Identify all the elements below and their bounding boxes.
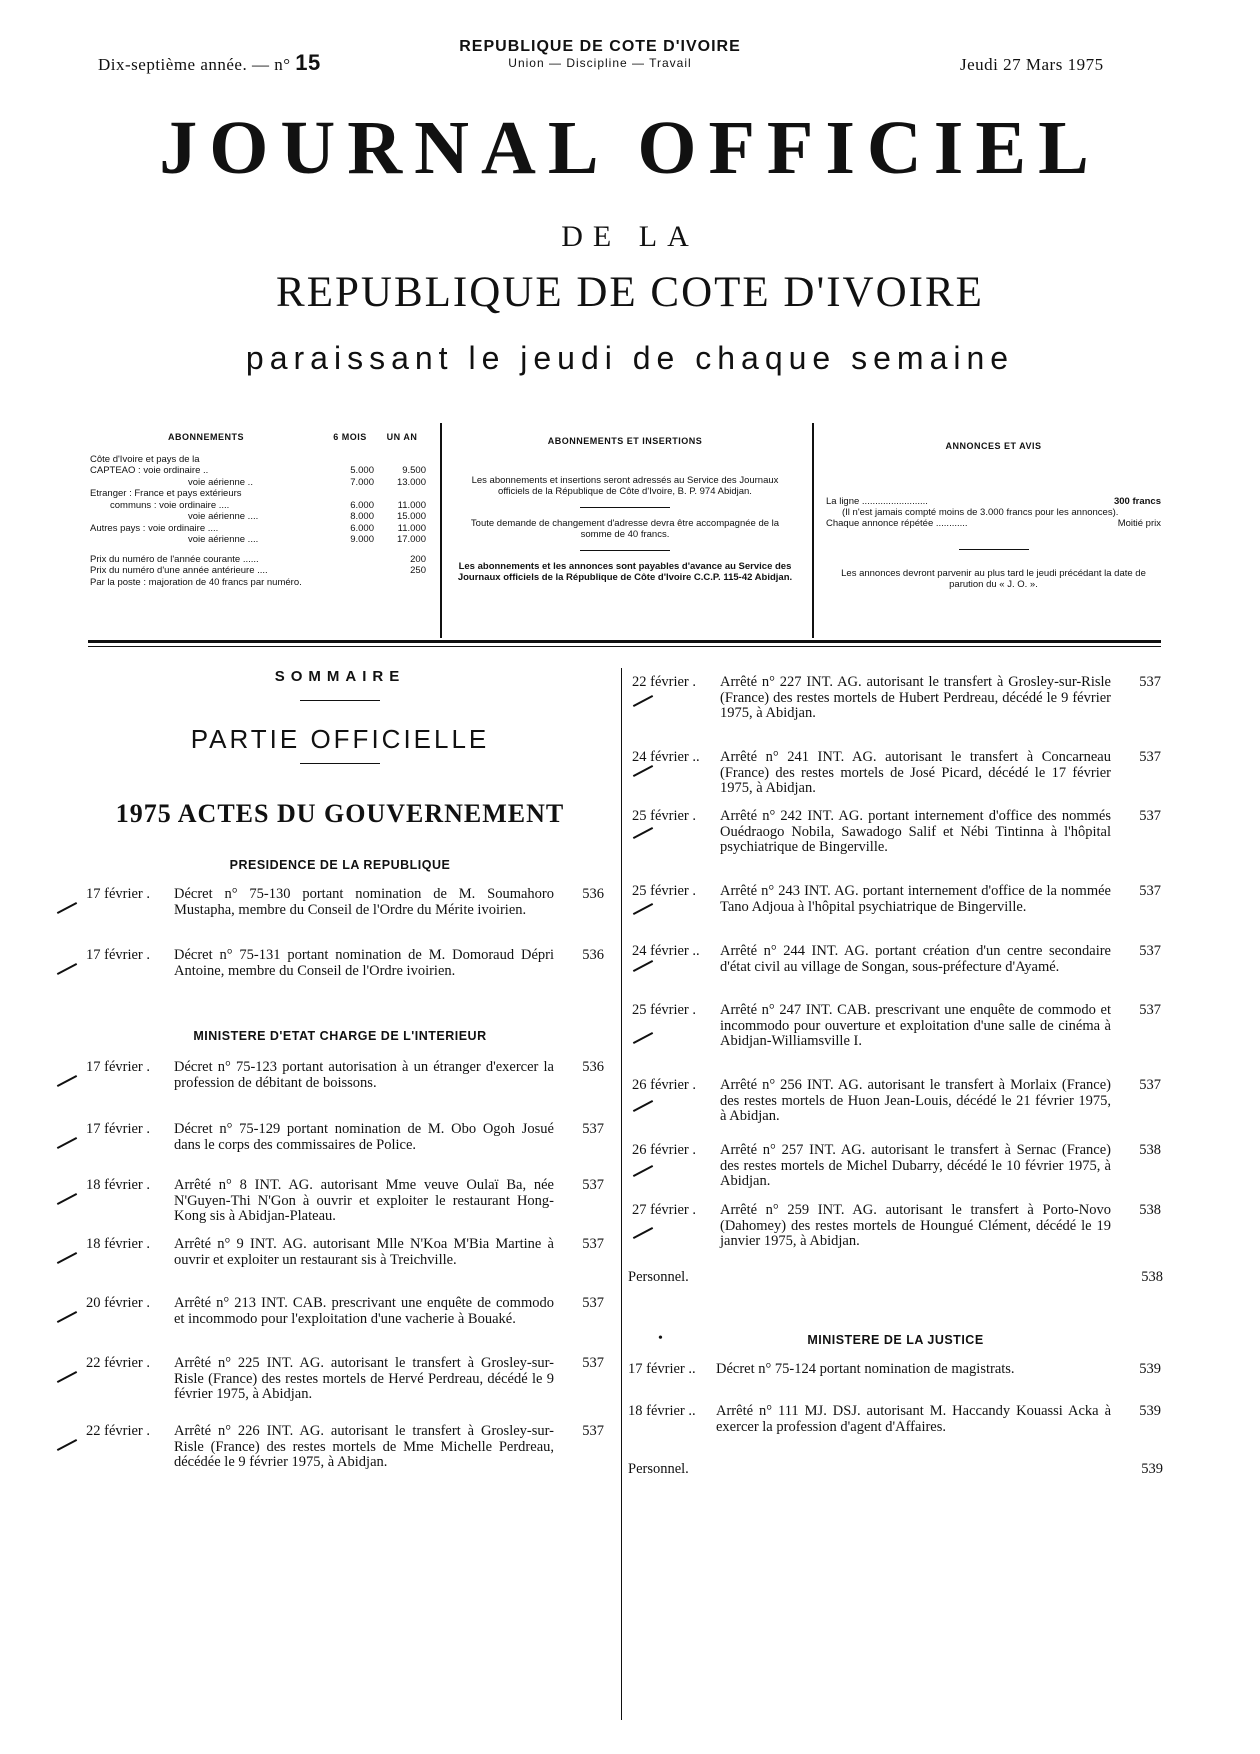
summary-entry <box>628 1404 1163 1464</box>
announcements-rule <box>959 549 1029 550</box>
insertions-box <box>455 436 795 583</box>
entry-date: 22 février . <box>86 1355 151 1371</box>
entry-title: Décret n° 75-124 portant nomination de magistrats. <box>716 1361 1015 1377</box>
entry-title: Arrêté n° 227 INT. AG. autorisant le transfert à Grosley-sur-Risle (France) des restes mortels de Hubert Perdreau, décédé le 9 février 1975, à Abidjan. <box>720 674 1111 721</box>
entry-title: Arrêté n° 259 INT. AG. autorisant le transfert à Porto-Novo (Dahomey) des restes mortels de Houngué Clément, décédé le 19 janvier 1975, à Abidjan. <box>720 1202 1111 1249</box>
summary-entry <box>632 884 1163 944</box>
check-mark <box>57 1311 77 1323</box>
entry-title: Arrêté n° 226 INT. AG. autorisant le transfert à Grosley-sur-Risle (France) des restes mortels de Mme Michelle Perdreau, décédée le 9 février 1975, à Abidjan. <box>174 1423 554 1470</box>
page-ref: 537 <box>582 1236 604 1252</box>
subscription-row: Autres pays : voie ordinaire .... 6.000 11.000 <box>90 522 426 534</box>
line-price-note: (Il n'est jamais compté moins de 3.000 francs pour les annonces). <box>842 507 1119 518</box>
entry-date: 18 février . <box>86 1177 151 1193</box>
summary-entry <box>86 1060 606 1120</box>
insertions-rule <box>580 507 670 508</box>
entry-title: Décret n° 75-123 portant autorisation à un étranger d'exercer la profession de débitant de boissons. <box>174 1059 554 1091</box>
check-mark <box>57 1252 77 1264</box>
entry-date: 17 février . <box>86 886 151 902</box>
line-price-value: 300 francs <box>1113 496 1161 507</box>
entry-date: 25 février . <box>632 883 697 899</box>
masthead-de-la: DE LA <box>561 220 699 253</box>
summary-entry <box>632 1203 1163 1263</box>
entry-title: Décret n° 75-130 portant nomination de M. Soumahoro Mustapha, membre du Conseil de l'Ordre du Mérite ivoirien. <box>174 886 554 918</box>
price-row: Prix du numéro d'une année antérieure .... 250 <box>90 565 426 576</box>
entry-date: 25 février . <box>632 808 697 824</box>
entry-title: Arrêté n° 213 INT. CAB. prescrivant une enquête de commodo et incommodo pour l'exploitation d'une vacherie à Bouaké. <box>174 1295 554 1327</box>
summary-entry <box>632 1078 1163 1138</box>
entry-date: 17 février . <box>86 947 151 963</box>
page-ref: 537 <box>1139 749 1161 765</box>
page-ref: 536 <box>582 886 604 902</box>
page-ref: 537 <box>582 1177 604 1193</box>
page-ref: 537 <box>582 1423 604 1439</box>
subscription-row: voie aérienne .... 8.000 15.000 <box>188 511 426 522</box>
price-row: Prix du numéro de l'année courante ...... 200 <box>90 553 426 565</box>
header-republic-title: REPUBLIQUE DE COTE D'IVOIRE <box>459 38 741 55</box>
insertions-heading: ABONNEMENTS ET INSERTIONS <box>547 436 703 446</box>
insertions-payment: Les abonnements et les annonces sont payables d'avance au Service des Journaux officiels de la République de Côte d'Ivoire C.C.P. 115-42 Abidjan. <box>457 561 793 583</box>
check-mark <box>57 1137 77 1149</box>
announcements-box <box>826 441 1161 590</box>
insertions-change-address: Toute demande de changement d'adresse devra être accompagnée de la somme de 40 francs. <box>470 518 780 540</box>
entry-title: Décret n° 75-131 portant nomination de M. Domoraud Dépri Antoine, membre du Conseil de l'Ordre ivoirien. <box>174 947 554 979</box>
partie-officielle: PARTIE OFFICIELLE <box>190 724 490 754</box>
entry-title: Arrêté n° 225 INT. AG. autorisant le transfert à Grosley-sur-Risle (France) des restes mortels de Hervé Perdreau, décédé le 9 février 1975, à Abidjan. <box>174 1355 554 1402</box>
page-ref: 537 <box>1139 1002 1161 1018</box>
subscription-row: voie aérienne .. 7.000 13.000 <box>188 476 426 488</box>
check-mark <box>57 902 77 914</box>
summary-entry <box>632 1143 1163 1203</box>
summary-entry <box>632 1003 1163 1063</box>
issue-label: Dix-septième année. — n° <box>98 55 291 74</box>
page-ref: 536 <box>582 1059 604 1075</box>
section-presidence: PRESIDENCE DE LA REPUBLIQUE <box>229 858 451 872</box>
announcements-heading: ANNONCES ET AVIS <box>945 441 1042 451</box>
page-ref: 536 <box>582 947 604 963</box>
entry-date: 24 février .. <box>632 749 700 765</box>
page-ref: 538 <box>1141 1269 1163 1285</box>
entry-title: Arrêté n° 256 INT. AG. autorisant le transfert à Morlaix (France) des restes mortels de Huon Jean-Louis, décédé le 21 février 1975, à Abidjan. <box>720 1077 1111 1124</box>
insertions-rule <box>580 550 670 551</box>
insertions-address: Les abonnements et insertions seront adressés au Service des Journaux officiels de la République de Côte d'Ivoire, B. P. 974 Abidjan. <box>471 475 779 497</box>
repeat-value: Moitié prix <box>1117 518 1161 529</box>
announcements-deadline: Les annonces devront parvenir au plus tard le jeudi précédant la date de parution du « J. O. ». <box>841 568 1146 590</box>
issue-line <box>98 50 321 76</box>
issue-date: Jeudi 27 Mars 1975 <box>960 55 1104 74</box>
section-justice: MINISTERE DE LA JUSTICE <box>807 1333 984 1347</box>
header-republic <box>400 38 800 70</box>
summary-entry <box>86 1178 606 1238</box>
section-interieur: MINISTERE D'ETAT CHARGE DE L'INTERIEUR <box>193 1029 487 1043</box>
entry-title: Arrêté n° 243 INT. AG. portant internement d'office de la nommée Tano Adjoua à l'hôpital psychiatrique de Bingerville. <box>720 883 1111 915</box>
journal-title: JOURNAL OFFICIEL <box>159 106 1101 190</box>
page-ref: 537 <box>1139 808 1161 824</box>
check-mark <box>57 1075 77 1087</box>
page-ref: 537 <box>582 1355 604 1371</box>
entry-date: 22 février . <box>86 1423 151 1439</box>
summary-entry <box>86 1122 606 1182</box>
actes-heading: 1975 ACTES DU GOUVERNEMENT <box>115 799 565 828</box>
page-ref: 537 <box>1139 883 1161 899</box>
info-bottom-rule <box>88 640 1161 643</box>
entry-date: 27 février . <box>632 1202 697 1218</box>
entry-title: Arrêté n° 9 INT. AG. autorisant Mlle N'Koa M'Bia Martine à ouvrir et exploiter un restaurant sis à Treichville. <box>174 1236 554 1268</box>
page-ref: 537 <box>1139 943 1161 959</box>
entry-date: 22 février . <box>632 674 697 690</box>
entry-date: 18 février .. <box>628 1403 696 1419</box>
entry-title: Décret n° 75-129 portant nomination de M. Obo Ogoh Josué dans le corps des commissaires de Police. <box>174 1121 554 1153</box>
page-ref: 539 <box>1139 1361 1161 1377</box>
entry-title: Arrêté n° 247 INT. CAB. prescrivant une enquête de commodo et incommodo pour ouverture et exploitation d'une salle de cinéma à Abidjan-Williamsville I. <box>720 1002 1111 1049</box>
entry-date: 18 février . <box>86 1236 151 1252</box>
page-ref: 537 <box>582 1121 604 1137</box>
entry-title: Arrêté n° 241 INT. AG. autorisant le transfert à Concarneau (France) des restes mortels de José Picard, décédé le 17 février 1975, à Abidjan. <box>720 749 1111 796</box>
box-divider-2 <box>812 423 814 638</box>
summary-entry <box>86 948 606 1008</box>
info-bottom-rule-thin <box>88 646 1161 647</box>
entry-title: Arrêté n° 8 INT. AG. autorisant Mme veuve Oulaï Ba, née N'Guyen-Thi N'Gon à ouvrir et exploiter le restaurant Hong-Kong sis à Abidjan-Plateau. <box>174 1177 554 1224</box>
entry-date: 25 février . <box>632 1002 697 1018</box>
entry-title: Arrêté n° 242 INT. AG. portant internement d'office des nommés Ouédraogo Nobila, Sawadogo Salif et Nébi Tintinna à l'hôpital psychiatrique de Bingerville. <box>720 808 1111 855</box>
page-ref: 537 <box>1139 674 1161 690</box>
check-mark <box>57 1439 77 1451</box>
subscription-row: CAPTEAO : voie ordinaire .. 5.000 9.500 <box>90 465 426 476</box>
summary-entry <box>632 809 1163 869</box>
masthead-republic: REPUBLIQUE DE COTE D'IVOIRE <box>276 269 984 316</box>
entry-date: 24 février .. <box>632 943 700 959</box>
page-ref: 537 <box>582 1295 604 1311</box>
entry-date: 26 février . <box>632 1142 697 1158</box>
entry-title: Arrêté n° 244 INT. AG. portant création d'un centre secondaire d'état civil au village de Songan, sous-préfecture d'Ayamé. <box>720 943 1111 975</box>
col-unan: UN AN <box>386 432 418 442</box>
subscription-row: voie aérienne .... 9.000 17.000 <box>188 534 426 545</box>
entry-date: 20 février . <box>86 1295 151 1311</box>
summary-entry <box>632 750 1163 810</box>
entry-date: 17 février .. <box>628 1361 696 1377</box>
partie-rule <box>300 763 380 764</box>
col-6mois: 6 MOIS <box>333 432 367 442</box>
personnel-justice: Personnel. 539 <box>628 1461 1163 1477</box>
page-ref: 538 <box>1139 1202 1161 1218</box>
personnel-interieur: Personnel. 538 <box>628 1269 1163 1285</box>
summary-entry <box>86 887 606 947</box>
sommaire-title: SOMMAIRE <box>274 668 406 685</box>
repeat-label: Chaque annonce répétée ............ <box>826 518 968 529</box>
entry-date: 17 février . <box>86 1121 151 1137</box>
box-divider-1 <box>440 423 442 638</box>
check-mark <box>57 1193 77 1205</box>
bullet-mark: • <box>658 1331 663 1346</box>
summary-entry <box>632 675 1163 735</box>
subscription-row: Etranger : France et pays extérieurs <box>90 488 242 499</box>
summary-entry <box>86 1296 606 1356</box>
entry-date: 17 février . <box>86 1059 151 1075</box>
header-motto: Union — Discipline — Travail <box>508 56 692 70</box>
subscription-row: Côte d'Ivoire et pays de la <box>90 453 200 465</box>
column-rule <box>621 668 622 1720</box>
summary-entry <box>86 1237 606 1297</box>
masthead-tagline: paraissant le jeudi de chaque semaine <box>245 340 1015 376</box>
summary-entry <box>86 1424 606 1484</box>
sommaire-rule <box>300 700 380 701</box>
entry-title: Arrêté n° 257 INT. AG. autorisant le transfert à Sernac (France) des restes mortels de Michel Dubarry, décédé le 10 février 1975, à Abidjan. <box>720 1142 1111 1189</box>
page-ref: 539 <box>1139 1403 1161 1419</box>
summary-entry <box>632 944 1163 1004</box>
subscription-row: communs : voie ordinaire .... 6.000 11.000 <box>110 499 426 511</box>
check-mark <box>57 963 77 975</box>
page-ref: 537 <box>1139 1077 1161 1093</box>
entry-title: Arrêté n° 111 MJ. DSJ. autorisant M. Haccandy Kouassi Acka à exercer la profession d'agent d'Affaires. <box>716 1403 1111 1435</box>
subscriptions-box <box>88 432 428 588</box>
check-mark <box>57 1371 77 1383</box>
page-ref: 538 <box>1139 1142 1161 1158</box>
subscriptions-heading: ABONNEMENTS <box>167 432 244 442</box>
price-row: Par la poste : majoration de 40 francs par numéro. <box>90 576 302 588</box>
summary-entry <box>86 1356 606 1416</box>
issue-number: 15 <box>295 50 321 75</box>
line-price-label: La ligne ......................... <box>826 496 928 507</box>
entry-date: 26 février . <box>632 1077 697 1093</box>
page-ref: 539 <box>1141 1461 1163 1477</box>
